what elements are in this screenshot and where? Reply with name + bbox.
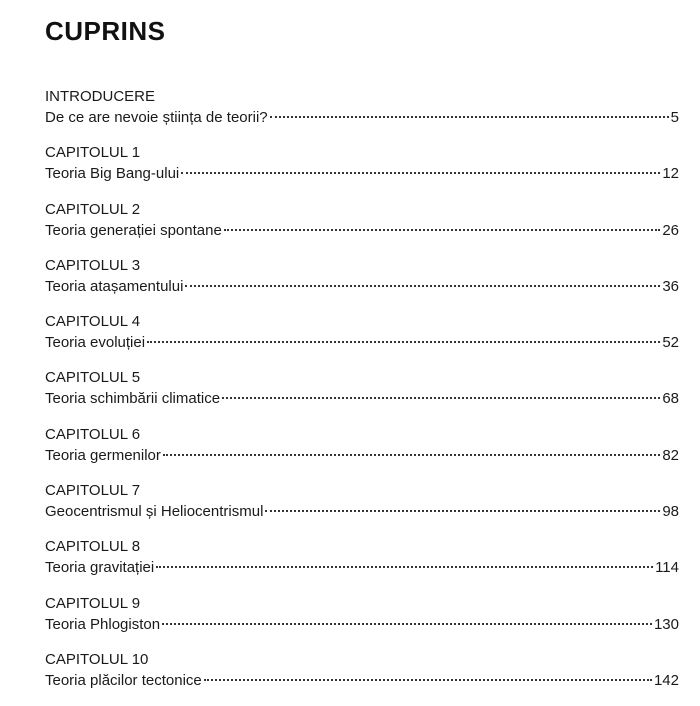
- toc-entry: [45, 87, 679, 143]
- dot-leader: [156, 566, 653, 568]
- toc-line[interactable]: [45, 671, 679, 691]
- page-number: 36: [662, 277, 679, 295]
- toc-line[interactable]: [45, 333, 679, 353]
- toc-entry: [45, 368, 679, 424]
- toc-entry: [45, 425, 679, 481]
- page-number: 52: [662, 334, 679, 352]
- toc-line[interactable]: [45, 221, 679, 241]
- toc-line[interactable]: [45, 446, 679, 466]
- page-number: 68: [662, 390, 679, 408]
- chapter-title: Teoria germenilor: [45, 446, 161, 464]
- dot-leader: [163, 454, 660, 456]
- page-number: 114: [655, 559, 679, 577]
- toc-entry: [45, 312, 679, 368]
- chapter-label: CAPITOLUL 7: [45, 482, 141, 500]
- chapter-label: CAPITOLUL 3: [45, 256, 141, 274]
- dot-leader: [185, 285, 660, 287]
- chapter-label: CAPITOLUL 8: [45, 538, 141, 556]
- toc-entry: [45, 256, 679, 312]
- dot-leader: [222, 397, 660, 399]
- toc-entry: [45, 594, 679, 650]
- chapter-title: Teoria evoluției: [45, 334, 146, 352]
- chapter-title: Teoria Phlogiston: [45, 615, 161, 633]
- dot-leader: [265, 510, 660, 512]
- page-number: 5: [670, 109, 679, 126]
- chapter-title: Geocentrismul și Heliocentrismul: [45, 503, 264, 521]
- chapter-label: CAPITOLUL 2: [45, 200, 141, 218]
- chapter-label: INTRODUCERE: [45, 88, 156, 105]
- table-of-contents: [45, 87, 679, 706]
- dot-leader: [181, 172, 660, 174]
- chapter-title: Teoria schimbării climatice: [45, 390, 221, 408]
- toc-entry: [45, 143, 679, 199]
- toc-entry: [45, 481, 679, 537]
- page-number: 130: [653, 615, 679, 633]
- chapter-title: Teoria atașamentului: [45, 277, 184, 295]
- toc-entry: [45, 650, 679, 706]
- dot-leader: [204, 679, 652, 681]
- chapter-label: CAPITOLUL 1: [45, 144, 141, 162]
- page-number: 12: [662, 165, 679, 183]
- toc-entry: [45, 537, 679, 593]
- chapter-title: Teoria Big Bang-ului: [45, 165, 180, 183]
- toc-line[interactable]: [45, 615, 679, 635]
- dot-leader: [224, 229, 661, 231]
- toc-line[interactable]: [45, 389, 679, 409]
- toc-line[interactable]: [45, 502, 679, 522]
- chapter-label: CAPITOLUL 6: [45, 425, 141, 443]
- toc-entry: [45, 200, 679, 256]
- chapter-label: CAPITOLUL 10: [45, 650, 149, 668]
- page-number: 98: [662, 503, 679, 521]
- chapter-label: CAPITOLUL 5: [45, 369, 141, 387]
- page-number: 82: [662, 446, 679, 464]
- chapter-title: Teoria plăcilor tectonice: [45, 671, 202, 689]
- page-number: 26: [662, 221, 679, 239]
- page-number: 142: [653, 671, 679, 689]
- toc-line[interactable]: [45, 108, 679, 128]
- toc-line[interactable]: [45, 277, 679, 297]
- chapter-label: CAPITOLUL 4: [45, 313, 141, 331]
- chapter-title: De ce are nevoie știința de teorii?: [45, 109, 268, 126]
- toc-line[interactable]: [45, 164, 679, 184]
- chapter-label: CAPITOLUL 9: [45, 594, 141, 612]
- dot-leader: [162, 623, 652, 625]
- page-title: CUPRINS: [45, 16, 166, 46]
- toc-line[interactable]: [45, 558, 679, 578]
- chapter-title: Teoria generației spontane: [45, 221, 222, 239]
- dot-leader: [270, 116, 669, 118]
- chapter-title: Teoria gravitației: [45, 559, 155, 577]
- dot-leader: [147, 341, 660, 343]
